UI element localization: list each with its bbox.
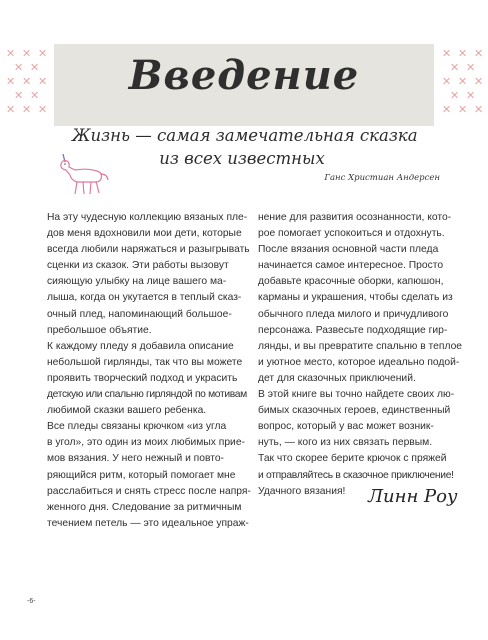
text-line: сценки из сказок. Эти работы вызовут xyxy=(47,260,229,272)
title-band xyxy=(54,44,434,126)
text-line: всегда любили наряжаться и разыгрывать xyxy=(47,244,250,256)
author-signature: Линн Роу xyxy=(368,486,458,507)
page-title: Введение xyxy=(128,52,360,99)
text-line: вопрос, который у вас может возник- xyxy=(258,421,434,433)
text-line: пребольшое объятие. xyxy=(47,324,152,336)
text-line: На эту чудесную коллекцию вязаных пле- xyxy=(47,212,248,223)
text-line: нение для развития осознанности, кото- xyxy=(258,212,452,223)
text-line: детскую или спальню гирляндой по мотивам xyxy=(47,389,247,401)
text-line: лыша, когда он укутается в теплый сказ- xyxy=(47,292,242,304)
text-line: персонажа. Развесьте подходящие гир- xyxy=(258,324,448,336)
text-line: Удачного вязания! xyxy=(258,485,346,497)
body-column-left xyxy=(47,210,251,532)
text-line: После вязания основной части пледа xyxy=(258,244,439,256)
text-line: бимых сказочных героев, единственный xyxy=(258,405,451,417)
text-line: любимой сказки вашего ребенка. xyxy=(47,405,207,417)
text-line: В этой книге вы точно найдете своих лю- xyxy=(258,389,455,401)
text-line: в угол», это один из моих любимых прие- xyxy=(47,437,245,449)
epigraph xyxy=(72,124,418,170)
text-line: женного дня. Следование за ритмичным xyxy=(47,501,242,513)
text-line: К каждому пледу я добавила описание xyxy=(47,340,234,352)
epigraph-line: Жизнь — самая замечательная сказка xyxy=(72,126,418,145)
text-line: нуть, — кого из них связать первым. xyxy=(258,437,433,449)
text-line: рое помогает успокоиться и отдохнуть. xyxy=(258,228,445,240)
text-line: мов вязания. У него нежный и повто- xyxy=(47,453,224,465)
body-column-right xyxy=(258,210,463,500)
text-line: небольшой гирлянды, так что вы можете xyxy=(47,356,243,368)
text-line: лянды, и вы превратите спальню в теплое xyxy=(258,340,463,352)
page-number: -6- xyxy=(27,598,36,605)
text-line: ряющийся ритм, который помогает мне xyxy=(47,469,236,481)
text-line: и отправляйтесь в сказочное приключение! xyxy=(258,469,454,481)
epigraph-line: из всех известных xyxy=(159,149,325,168)
text-line: Все пледы связаны крючком «из угла xyxy=(47,421,227,433)
epigraph-author: Ганс Христиан Андерсен xyxy=(324,173,440,183)
text-line: Так что скорее берите крючок с пряжей xyxy=(258,453,447,465)
text-line: сияющую улыбку на лице вашего ма- xyxy=(47,276,227,288)
text-line: начинается самое интересное. Просто xyxy=(258,260,444,272)
text-line: проявить творческий подход и украсить xyxy=(47,372,238,384)
cross-stitch-pattern-right: ✕ ✕ ✕ ✕ ✕ ✕ ✕ ✕ ✕ ✕ ✕ ✕ ✕ xyxy=(442,47,484,116)
text-line: очный плед, напоминающий большое- xyxy=(47,308,232,320)
text-line: дов меня вдохновили мои дети, которые xyxy=(47,228,242,240)
text-line: добавьте красочные оборки, капюшон, xyxy=(258,276,444,288)
text-line: течением петель — это идеальное упраж- xyxy=(47,517,249,529)
unicorn-icon xyxy=(55,152,113,198)
text-line: карманы и украшения, чтобы сделать из xyxy=(258,292,453,304)
text-line: и уютное место, которое идеально подой- xyxy=(258,356,460,368)
text-line: дет для сказочных приключений. xyxy=(258,372,416,384)
text-line: обычного пледа милого и причудливого xyxy=(258,308,449,320)
cross-stitch-pattern-left: ✕ ✕ ✕ ✕ ✕ ✕ ✕ ✕ ✕ ✕ ✕ ✕ ✕ xyxy=(6,47,48,116)
text-line: расслабиться и снять стресс после напря- xyxy=(47,485,251,497)
